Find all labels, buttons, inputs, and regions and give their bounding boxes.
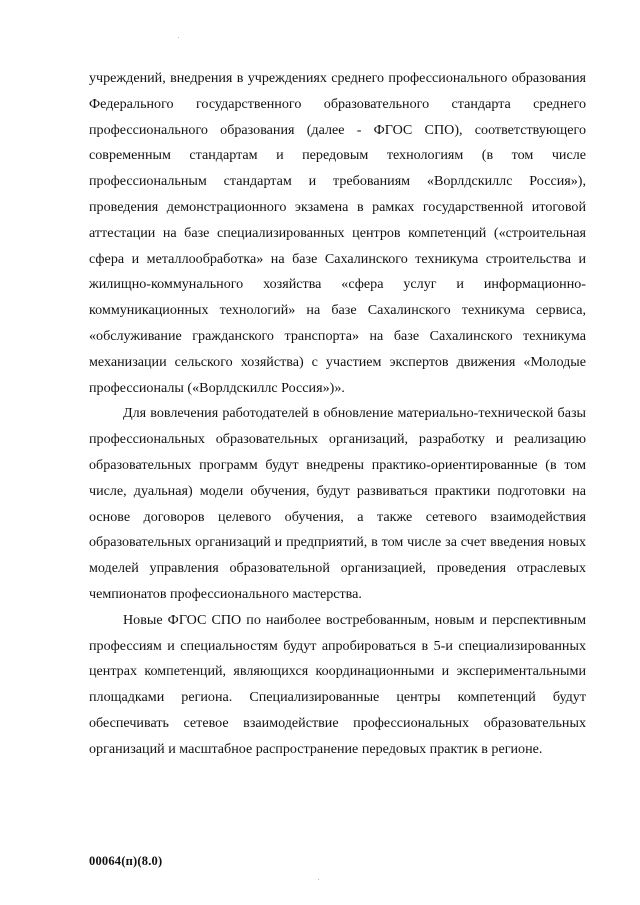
document-body [89,66,586,763]
scan-speck [178,37,179,38]
paragraph-employers: Для вовлечения работодателей в обновление материально-технической базы профессиональных образовательных организаций, разработку и реализацию образовательных программ будут внедрены практико-ориентированные (в том числе, дуальная) модели обучения, будут развиваться практики подготовки на основе договоров целевого обучения, а также сетевого взаимодействия образовательных организаций и предприятий, в том числе за счет введения новых моделей управления образовательной организацией, проведения отраслевых чемпионатов профессионального мастерства. [89,405,586,602]
paragraph-fgos: Новые ФГОС СПО по наиболее востребованным, новым и перспективным профессиям и специальностям будут апробироваться в 5-и специализированных центрах компетенций, являющихся координационными и экспериментальными площадками региона. Специализированные центры компетенций будут обеспечивать сетевое взаимодействие профессиональных образовательных организаций и масштабное распространение передовых практик в регионе. [89,611,586,757]
paragraph-continuation: учреждений, внедрения в учреждениях среднего профессионального образования Федерального государственного образовательного стандарта среднего профессионального образования (далее - ФГОС СПО), соответствующего современным стандартам и передовым технологиям (в том числе профессиональным стандартам и требованиям «Ворлдскиллс Россия»), проведения демонстрационного экзамена в рамках государственной итоговой аттестации на базе специализированных центров компетенций («строительная сфера и металлообработка» на базе Сахалинского техникума строительства и жилищно-коммунального хозяйства «сфера услуг и информационно-коммуникационных технологий» на базе Сахалинского техникума сервиса, «обслуживание гражданского транспорта» на базе Сахалинского техникума механизации сельского хозяйства) с участием экспертов движения «Молодые профессионалы («Ворлдскиллс Россия»)». [89,70,586,396]
scan-speck [318,879,319,880]
document-code: 00064(п)(8.0) [89,854,163,868]
